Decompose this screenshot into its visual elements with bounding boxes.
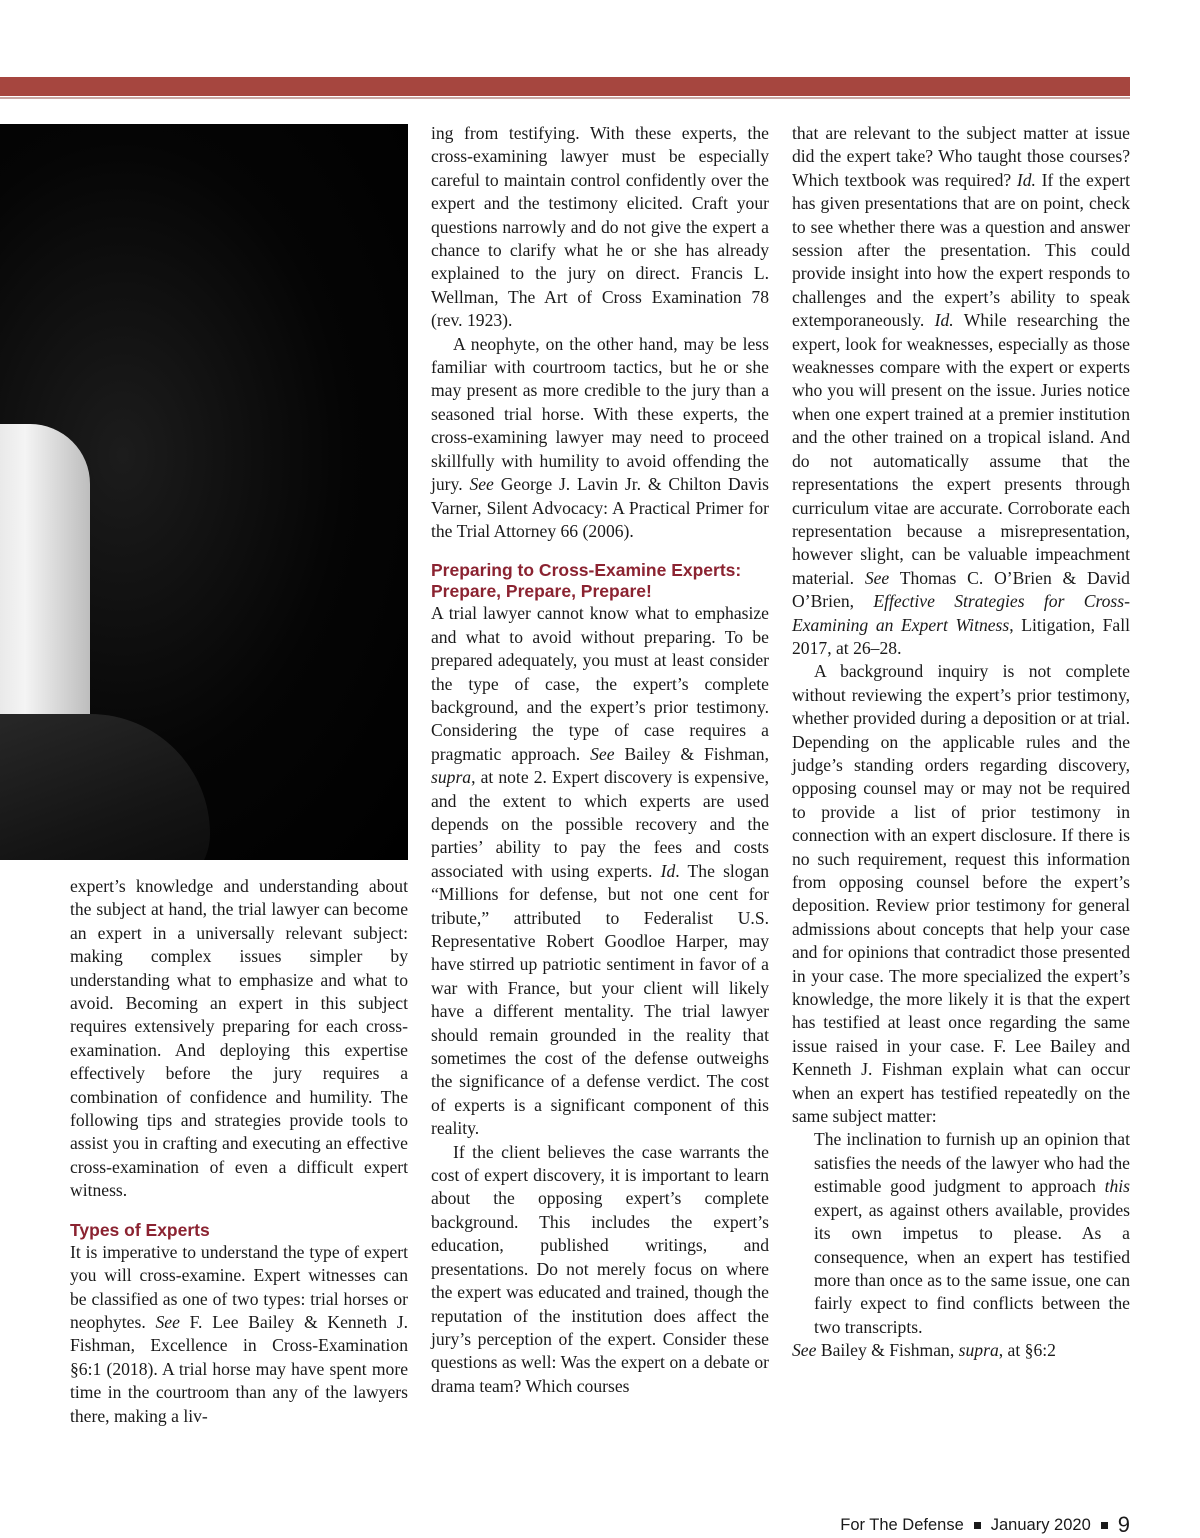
- col3-paragraph-1: that are relevant to the subject matter at issue did the expert take? Who taught those courses? Which textbook was required? Id. If the expert has given presentations that are on point, check to see whether there was a question and answer session after the presentation. This could provide insight into how the expert responds to challenges and the expert’s ability to speak extemporaneously. Id. While researching the expert, look for weaknesses, especially as those weaknesses compare with the expert or experts who you will present on the issue. Juries notice when one expert trained at a premier institution and the other trained on a tropical island. And do not automatically assume that the representations the expert presents through curriculum vitae are accurate. Corroborate each representation because a misrepresentation, however slight, can be valuable impeachment material. See Thomas C. O’Brien & David O’Brien, Effective Strategies for Cross-Examining an Expert Witness, Litigation, Fall 2017, at 26–28.: [792, 123, 1131, 658]
- footer-separator-square: [1101, 1522, 1108, 1529]
- footer-publication: For The Defense: [840, 1515, 964, 1534]
- col3-paragraph-2: A background inquiry is not complete without reviewing the expert’s prior testimony, whether provided during a deposition or at trial. Depending on the applicable rules and the judge’s standing orders regarding discovery, opposing counsel may or may not be required to provide a list of prior testimony in connection with an expert disclosure. If there is no such requirement, request this information from opposing counsel before the expert’s deposition. Review prior testimony for general admissions about concepts that help your case and for opinions that contradict those presented in your case. The more specialized the expert’s knowledge, the more likely it is that the expert has testified at least once regarding the same issue raised in your case. F. Lee Bailey and Kenneth J. Fishman explain what can occur when an expert has testified repeatedly on the same subject matter:: [792, 661, 1130, 1127]
- header-accent-bar: [0, 77, 1130, 96]
- photo-trousers-shape: [0, 714, 210, 860]
- col1-paragraph-2: It is imperative to understand the type of expert you will cross-examine. Expert witnesses can be classified as one of two types: trial horses or neophytes. See F. Lee Bailey & Kenneth J. Fishman, Excellence in Cross-Examination §6:1 (2018). A trial horse may have spent more time in the courtroom than any of the lawyers there, making a liv-: [70, 1241, 408, 1426]
- page-number: 9: [1117, 1512, 1130, 1537]
- col2-paragraph-1: ing from testifying. With these experts, the cross-examining lawyer must be especially careful to maintain control confidently over the expert and the testimony elicited. Craft your questions narrowly and do not give the expert a chance to clarify what he or she has already explained to the jury on direct. Francis L. Wellman, The Art of Cross Examination 78 (rev. 1923).: [431, 123, 769, 331]
- heading-preparing-to-cross-examine: Preparing to Cross-Examine Experts: Prepare, Prepare, Prepare!: [431, 560, 742, 602]
- article-photo: [0, 124, 408, 860]
- column-3: [792, 122, 1130, 1363]
- col2-paragraph-3: A trial lawyer cannot know what to emphasize and what to avoid without preparing. To be prepared adequately, you must at least consider the type of case, the expert’s complete background, and the expert’s prior testimony. Considering the type of case requires a pragmatic approach. See Bailey & Fishman, supra, at note 2. Expert discovery is expensive, and the extent to which experts are used depends on the possible recovery and the parties’ ability to pay the fees and costs associated with using experts. Id. The slogan “Millions for defense, but not one cent for tribute,” attributed to Federalist U.S. Representative Robert Goodloe Harper, may have stirred up patriotic sentiment in favor of a war with France, but your client will likely have a different mentality. The trial lawyer should remain grounded in the reality that sometimes the cost of the defense outweighs the significance of a defense verdict. The cost of experts is a significant component of this reality.: [431, 603, 769, 1139]
- quote-text: The inclination to furnish up an opinion that satisfies the needs of the lawyer who had the estimable good judgment to approach this expert, as against others available, provides its own impetus to please. As a consequence, when an expert has testified more than once as to the same issue, one can fairly expect to find conflicts between the two transcripts.: [814, 1129, 1130, 1337]
- col2-paragraph-2: A neophyte, on the other hand, may be less familiar with courtroom tactics, but he or she may present as more credible to the jury than a seasoned trial horse. With these experts, the cross-examining lawyer may need to proceed skillfully with humility to avoid offending the jury. See George J. Lavin Jr. & Chilton Davis Varner, Silent Advocacy: A Practical Primer for the Trial Attorney 66 (2006).: [431, 333, 769, 541]
- quote-citation: See Bailey & Fishman, supra, at §6:2: [792, 1340, 1056, 1361]
- footer-date: January 2020: [990, 1515, 1091, 1534]
- column-2: [431, 122, 769, 1398]
- block-quote: [814, 1128, 1130, 1339]
- footer-separator-square: [974, 1522, 981, 1529]
- page-footer: [840, 1512, 1130, 1538]
- header-accent-rule: [0, 97, 1130, 99]
- heading-types-of-experts: Types of Experts: [70, 1219, 210, 1240]
- col2-paragraph-4: If the client believes the case warrants the cost of expert discovery, it is important to learn about the opposing expert’s complete background. This includes the expert’s education, published writings, and presentations. Do not merely focus on where the expert was educated and trained, though the reputation of the institution does affect the jury’s perception of the expert. Consider these questions as well: Was the expert on a debate or drama team? Which courses: [431, 1141, 769, 1396]
- col1-paragraph-1: expert’s knowledge and understanding about the subject at hand, the trial lawyer can become an expert in a universally relevant subject: making complex issues simpler by understanding what to emphasize and what to avoid. Becoming an expert in this subject requires extensively preparing for each cross-examination. And deploying this expertise effectively before the jury requires a combination of confidence and humility. The following tips and strategies provide tools to assist you in crafting and executing an effective cross-examination of even a difficult expert witness.: [70, 876, 408, 1201]
- column-1: [70, 875, 408, 1428]
